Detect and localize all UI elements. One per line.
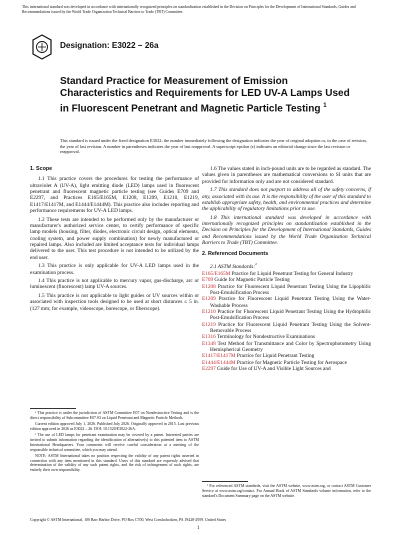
footnote: NOTE: ASTM International takes no position respecting the validity of any patent rights asserted in connection with any item mentioned in this standard. Users of this standard are expressly advised that determination of the validity of any such patent rights, and the risk of infringement of such rights, are entirely their own responsibility. bbox=[30, 453, 199, 473]
footnote: Current edition approved July 1, 2026. Published July 2026. Originally approved in 2015. Last previous edition approved in 2026 as E3022 – 26. DOI: 10.1520/E3022-26A. bbox=[30, 422, 199, 431]
reference-link[interactable]: E1417/E1417M bbox=[202, 353, 236, 360]
paragraph-1-2: 1.2 These tests are intended to be performed only by the manufacturer or manufacturer's authorized service center, to certify performance of specific lamp models (housing, filter, diodes, electronic circuit design, optical elements, cooling system, and power supply combination) for newly manufactured or repaired lamps. Also included are limited acceptance tests for individual lamps delivered to the user. This test procedure is not intended to be utilized by the end user. bbox=[30, 216, 199, 261]
title-text: Standard Practice for Measurement of Emission Characteristics and Requirements for LED UV-A Lamps Used in Fluorescent Penetrant and Magnetic Particle Testing bbox=[60, 76, 350, 115]
reference-item: E1417/E1417M Practice for Liquid Penetrant Testing bbox=[202, 353, 315, 360]
designation: Designation: E3022 − 26a bbox=[60, 41, 159, 50]
paragraph-1-7: 1.7 This standard does not purport to address all of the safety concerns, if any, associated with its use. It is the responsibility of the user of this standard to establish appropriate safety, health, and environmental practices and determine the applicability of regulatory limitations prior to use. bbox=[202, 187, 371, 213]
reference-list bbox=[202, 271, 371, 373]
reference-link[interactable]: E1208 bbox=[202, 283, 216, 290]
reference-item: E1444/E1444M Practice for Magnetic Particle Testing for Aerospace bbox=[202, 359, 347, 366]
paragraph-1-1: 1.1 This practice covers the procedures for testing the performance of ultraviolet A (UV-A), light emitting diode (LED) lamps used in fluorescent penetrant and fluorescent magnetic particle testing (see Guides E709 and E2297, and Practices E165/E165M, E1208, E1209, E1210, E1219, E1417/E1417M, and E1444/E1444M). This practice also includes reporting and performance requirements for UV-A LED lamps. bbox=[30, 176, 199, 215]
reference-link[interactable]: E2297 bbox=[202, 366, 216, 373]
reference-item: E1209 Practice for Fluorescent Liquid Penetrant Testing Using the Water-Washable Process bbox=[202, 296, 371, 309]
reference-item: E2297 Guide for Use of UV-A and Visible Light Sources and bbox=[202, 366, 331, 373]
astm-logo-icon bbox=[32, 34, 52, 60]
paragraph-1-3: 1.3 This practice is only applicable for UV-A LED lamps used in the examination process. bbox=[30, 263, 199, 276]
footnote: ² The use of LED lamps for penetrant examination may be covered by a patent. Interested parties are invited to submit information regarding the identification of alternative(s) to this patented item to ASTM International Headquarters. Your comments will receive careful consideration at a meeting of the responsible technical committee, which you may attend. bbox=[30, 433, 199, 452]
reference-link[interactable]: E165/E165M bbox=[202, 270, 231, 277]
reference-item: E1208 Practice for Fluorescent Liquid Penetrant Testing Using the Lipophilic Post-Emulsification Process bbox=[202, 283, 371, 296]
paragraph-1-5: 1.5 This practice is not applicable to light guides or UV sources within or associated with inspection tools designed to be used at short distances ≤ 5 in. (127 mm; for example, videoscope, borescope, or fiberscope). bbox=[30, 292, 199, 312]
reference-item: E1210 Practice for Fluorescent Liquid Penetrant Testing Using the Hydrophilic Post-Emulsification Process bbox=[202, 309, 371, 322]
footnote: ² For referenced ASTM standards, visit the ASTM website, www.astm.org, or contact ASTM Customer Service at www.astm.org/contact. For Annual Book of ASTM Standards volume information, refer to the standard's Document Summary page on the ASTM website. bbox=[202, 484, 371, 498]
reference-link[interactable]: E1219 bbox=[202, 321, 216, 328]
paragraph-1-4: 1.4 This practice is not applicable to mercury vapor, gas-discharge, arc or luminescent (fluorescent) lamp UV-A sources. bbox=[30, 278, 199, 291]
paragraph-1-8: 1.8 This international standard was developed in accordance with internationally recognized principles on standardization established in the Decision on Principles for the Development of International Standards, Guides and Recommendations issued by the World Trade Organization Technical Barriers to Trade (TBT) Committee. bbox=[202, 214, 371, 247]
reference-item: E1316 Terminology for Nondestructive Examinations bbox=[202, 334, 315, 341]
footnote-rule bbox=[202, 481, 248, 482]
reference-item: E1219 Practice for Fluorescent Liquid Penetrant Testing Using the Solvent-Removable Process bbox=[202, 321, 371, 335]
footnotes-left bbox=[30, 405, 199, 475]
scope-heading: 1. Scope bbox=[30, 166, 53, 172]
reference-link[interactable]: E1444/E1444M bbox=[202, 359, 236, 366]
reference-link[interactable]: E709 bbox=[202, 277, 214, 284]
reference-item: E1348 Test Method for Transmittance and Color by Spectrophotometry Using Hemispherical Geometry bbox=[202, 340, 372, 354]
page-number: 1 bbox=[197, 526, 200, 531]
reference-item: E165/E165M Practice for Liquid Penetrant Testing for General Industry bbox=[202, 270, 354, 277]
footnote-rule bbox=[30, 408, 76, 409]
copyright-footer: Copyright © ASTM International, 100 Barr Harbor Drive, PO Box C700, West Conshohocken, PA 19428-2959. United States bbox=[30, 518, 226, 522]
title-footnote-mark: 1 bbox=[323, 103, 327, 110]
footnote-right-block bbox=[202, 478, 371, 500]
paragraph-1-6: 1.6 The values stated in inch-pound units are to be regarded as standard. The values given in parentheses are mathematical conversions to SI units that are provided for information only and are not considered standard. bbox=[202, 166, 371, 185]
left-column bbox=[30, 166, 199, 314]
reference-link[interactable]: E1348 bbox=[202, 340, 216, 347]
reference-item: E709 Guide for Magnetic Particle Testing bbox=[202, 277, 290, 284]
right-column bbox=[202, 166, 371, 372]
reference-link[interactable]: E1209 bbox=[202, 296, 216, 303]
reference-link[interactable]: E1210 bbox=[202, 309, 216, 315]
document-title bbox=[60, 76, 350, 116]
astm-standards-subheading: 2.1 ASTM Standards:$^2$ bbox=[210, 261, 257, 270]
referenced-documents-heading: 2. Referenced Documents bbox=[202, 250, 269, 257]
reference-link[interactable]: E1316 bbox=[202, 334, 216, 341]
top-notice: This international standard was developed in accordance with internationally recognized principles on standardization established in the Decision on Principles for the Development of International Standards, Guides and Recommendations issued by the World Trade Organization Technical Barriers to Trade (TBT) Committee. bbox=[22, 5, 356, 14]
standard-note: This standard is issued under the fixed designation E3022; the number immediately following the designation indicates the year of original adoption or, in the case of revision, the year of last revision. A number in parentheses indicates the year of last reapproval. A superscript epsilon (ε) indicates an editorial change since the last revision or reapproval. bbox=[60, 138, 367, 155]
footnote: ¹ This practice is under the jurisdiction of ASTM Committee E07 on Nondestructive Testing and is the direct responsibility of Subcommittee E07.03 on Liquid Penetrant and Magnetic Particle Methods. bbox=[30, 411, 199, 420]
